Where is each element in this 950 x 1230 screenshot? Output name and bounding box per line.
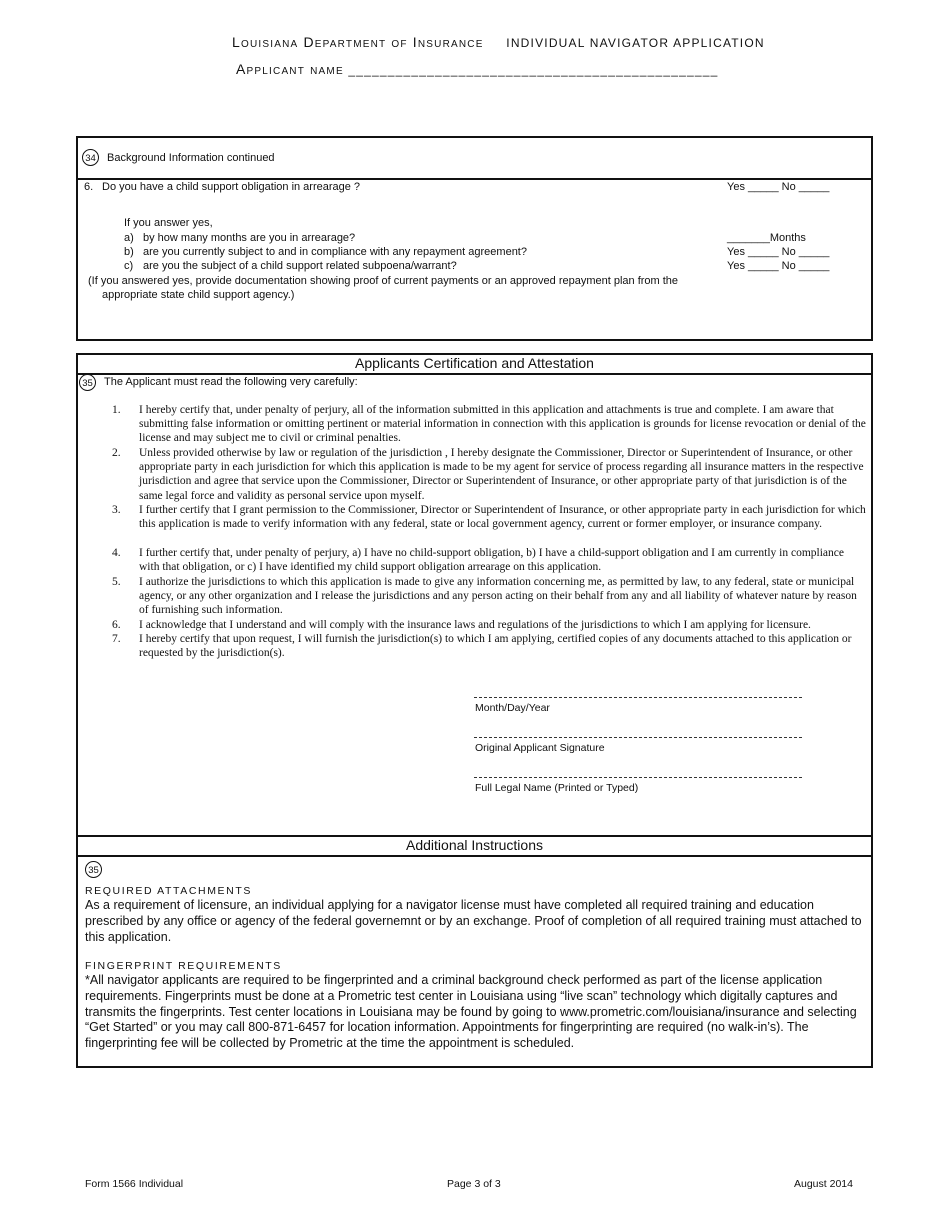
subquestion-c-letter: c) bbox=[124, 260, 134, 272]
form-date: August 2014 bbox=[794, 1178, 853, 1190]
page-number: Page 3 of 3 bbox=[447, 1178, 501, 1190]
subquestion-b-letter: b) bbox=[124, 246, 134, 258]
document-header-title bbox=[232, 34, 765, 50]
department-name: Louisiana Department of Insurance bbox=[232, 34, 484, 50]
certification-item-text: I authorize the jurisdictions to which this application is made to give any information concerning me, as permitted by law, to any federal, state or municipal agency, or any other organization and I release the jurisdictions and any person acting on their behalf from any and all liability of whatever nature by reason of furnishing such information. bbox=[139, 576, 857, 617]
documentation-note-line1: (If you answered yes, provide documentation showing proof of current payments or an approved repayment plan from the bbox=[88, 275, 679, 287]
question-6-text: Do you have a child support obligation in arrearage ? bbox=[102, 181, 361, 193]
certification-item-text: I hereby certify that, under penalty of perjury, all of the information submitted in this application and attachments is true and complete. I am aware that submitting false information or omitting pertinent or material information in connection with this application is grounds for license revocation or denial of the license and may subject me to civil or criminal penalties. bbox=[139, 404, 866, 445]
additional-instructions-title: Additional Instructions bbox=[406, 837, 543, 853]
item-number-circle-35: 35 bbox=[79, 374, 96, 391]
required-attachments-heading: REQUIRED ATTACHMENTS bbox=[85, 885, 252, 897]
certification-intro: The Applicant must read the following very carefully: bbox=[104, 376, 358, 388]
certification-item-number: 5. bbox=[112, 576, 121, 588]
applicant-signature-line[interactable] bbox=[474, 737, 802, 738]
fingerprint-requirements-text: *All navigator applicants are required to be fingerprinted and a criminal background check performed as part of the license application requirements. Fingerprints must be done at a Prometric test center in Louisiana using “live scan” technology which digitally captures and transmits the fingerprints. Test center locations in Louisiana may be found by going to www.prometric.com/louisiana/insurance and selecting “Get Started” or you may call 800-871-6457 for location information. Appointments for fingerprinting are required (no walk-in’s). The fingerprinting fee will be collected by Prometric at the time the appointment is scheduled. bbox=[85, 973, 857, 1051]
subquestion-a-text: by how many months are you in arrearage? bbox=[143, 232, 356, 244]
subquestion-c-text: are you the subject of a child support related subpoena/warrant? bbox=[143, 260, 457, 272]
applicant-name-blank[interactable]: _______________________________________________ bbox=[348, 63, 719, 77]
documentation-note-line2: appropriate state child support agency.) bbox=[102, 289, 295, 301]
certification-title: Applicants Certification and Attestation bbox=[355, 355, 594, 371]
applicant-name-label: Applicant name bbox=[236, 61, 344, 77]
subquestion-c-answer[interactable]: Yes _____ No _____ bbox=[727, 260, 830, 272]
question-6-number: 6. bbox=[84, 181, 94, 193]
full-legal-name-label: Full Legal Name (Printed or Typed) bbox=[475, 782, 639, 794]
question-6-answer[interactable]: Yes _____ No _____ bbox=[727, 181, 830, 193]
certification-item-text: I acknowledge that I understand and will comply with the insurance laws and regulations of the jurisdictions to which I am applying for licensure. bbox=[139, 619, 811, 631]
form-number: Form 1566 Individual bbox=[85, 1178, 184, 1190]
certification-item-number: 1. bbox=[112, 404, 121, 416]
date-signature-line[interactable] bbox=[474, 697, 802, 698]
full-legal-name-line[interactable] bbox=[474, 777, 802, 778]
applicant-name-line bbox=[236, 61, 718, 77]
certification-item-text: Unless provided otherwise by law or regulation of the jurisdiction , I hereby designate the Commissioner, Director or Superintendent of Insurance, or other appropriate party in each jurisdiction for which this application is made to be my agent for service of process regarding all insurance matters in the respective jurisdiction and agree that service upon the Commissioner, Director or Superintendent of Insurance, or other appropriate party of that jurisdiction is of the same legal force and validity as personal service upon myself. bbox=[139, 447, 864, 502]
certification-item-text: I further certify that, under penalty of perjury, a) I have no child-support obligation, b) I have a child-support obligation and I am currently in compliance with that obligation, or c) I have identified my child support obligation arrearage on this application. bbox=[139, 547, 844, 574]
certification-item-number: 2. bbox=[112, 447, 121, 459]
certification-item-number: 7. bbox=[112, 633, 121, 645]
subquestion-a-letter: a) bbox=[124, 232, 134, 244]
subquestion-b-answer[interactable]: Yes _____ No _____ bbox=[727, 246, 830, 258]
certification-item-text: I further certify that I grant permission to the Commissioner, Director or Superintendent of Insurance, or other appropriate party in each jurisdiction for which this application is made to verify information with any federal, state or local government agency, current or former employer, or insurance company. bbox=[139, 504, 866, 531]
item-number-circle-35b: 35 bbox=[85, 861, 102, 878]
item-number-circle-34: 34 bbox=[82, 149, 99, 166]
background-title: Background Information continued bbox=[107, 152, 275, 164]
certification-item-number: 6. bbox=[112, 619, 121, 631]
certification-item-number: 4. bbox=[112, 547, 121, 559]
if-yes-label: If you answer yes, bbox=[124, 217, 213, 229]
required-attachments-text: As a requirement of licensure, an individual applying for a navigator license must have completed all required training and education prescribed by any office or agency of the federal governemnt or by an exchange. Proof of completion of all required training must attached to this application. bbox=[85, 898, 862, 944]
subquestion-b-text: are you currently subject to and in compliance with any repayment agreement? bbox=[143, 246, 527, 258]
application-name: INDIVIDUAL NAVIGATOR APPLICATION bbox=[506, 36, 765, 50]
subquestion-a-answer[interactable]: _______Months bbox=[727, 232, 806, 244]
certification-item-number: 3. bbox=[112, 504, 121, 516]
fingerprint-requirements-heading: FINGERPRINT REQUIREMENTS bbox=[85, 960, 282, 972]
date-label: Month/Day/Year bbox=[475, 702, 550, 714]
certification-item-text: I hereby certify that upon request, I will furnish the jurisdiction(s) to which I am applying, certified copies of any documents attached to this application or requested by the jurisdiction(s). bbox=[139, 633, 852, 660]
signature-label: Original Applicant Signature bbox=[475, 742, 605, 754]
additional-instructions-bottom-divider bbox=[76, 855, 873, 857]
